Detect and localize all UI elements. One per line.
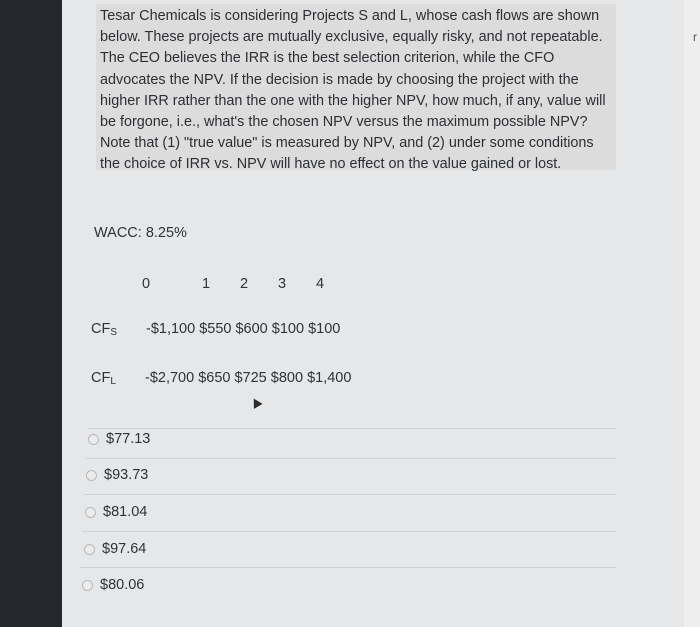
- wacc-label: WACC: 8.25%: [94, 225, 187, 241]
- cf-s-label-sub: S: [110, 327, 118, 338]
- option-1-label: $77.13: [106, 431, 151, 447]
- cf-s-values: -$1,100 $550 $600 $100 $100: [146, 321, 341, 337]
- divider: [88, 428, 616, 429]
- cf-s-label-main: CF: [91, 321, 111, 337]
- cf-l-label-main: CF: [91, 370, 111, 386]
- period-2: 2: [240, 276, 249, 292]
- option-4[interactable]: [84, 541, 146, 557]
- cf-l-label-sub: L: [110, 376, 116, 387]
- radio-button[interactable]: [84, 544, 95, 555]
- divider: [86, 458, 616, 459]
- option-5[interactable]: [82, 577, 144, 593]
- period-3: 3: [278, 276, 287, 292]
- question-text: Tesar Chemicals is considering Projects S and L, whose cash flows are shown below. These projects are mutually exclusive, equally risky, and not repeatable. The CEO believes the IRR is the best selection criterion, while the CFO advocates the NPV. If the decision is made by choosing the project with the higher IRR rather than the one with the higher NPV, how much, if any, value will be forgone, i.e., what's the chosen NPV versus the maximum possible NPV? Note that (1) "true value" is measured by NPV, and (2) under some conditions the choice of IRR vs. NPV will have no effect on the value gained or lost.: [96, 4, 616, 170]
- radio-button[interactable]: [88, 434, 99, 445]
- option-2-label: $93.73: [104, 467, 149, 483]
- period-0: 0: [142, 276, 151, 292]
- divider: [80, 567, 616, 568]
- cf-l-values: -$2,700 $650 $725 $800 $1,400: [145, 370, 352, 386]
- option-4-label: $97.64: [102, 541, 147, 557]
- option-5-label: $80.06: [100, 577, 145, 593]
- right-strip: [684, 0, 700, 627]
- divider: [82, 531, 616, 532]
- divider: [84, 494, 616, 495]
- radio-button[interactable]: [82, 580, 93, 591]
- edge-mark: r: [693, 30, 697, 44]
- option-3-label: $81.04: [103, 504, 148, 520]
- radio-button[interactable]: [85, 507, 96, 518]
- option-3[interactable]: [85, 504, 147, 520]
- period-1: 1: [202, 276, 211, 292]
- left-gutter: [0, 0, 62, 627]
- cf-s-label: [91, 321, 117, 338]
- period-4: 4: [316, 276, 325, 292]
- radio-button[interactable]: [86, 470, 97, 481]
- cf-l-label: [91, 370, 116, 387]
- option-2[interactable]: [86, 467, 148, 483]
- option-1[interactable]: [88, 431, 150, 447]
